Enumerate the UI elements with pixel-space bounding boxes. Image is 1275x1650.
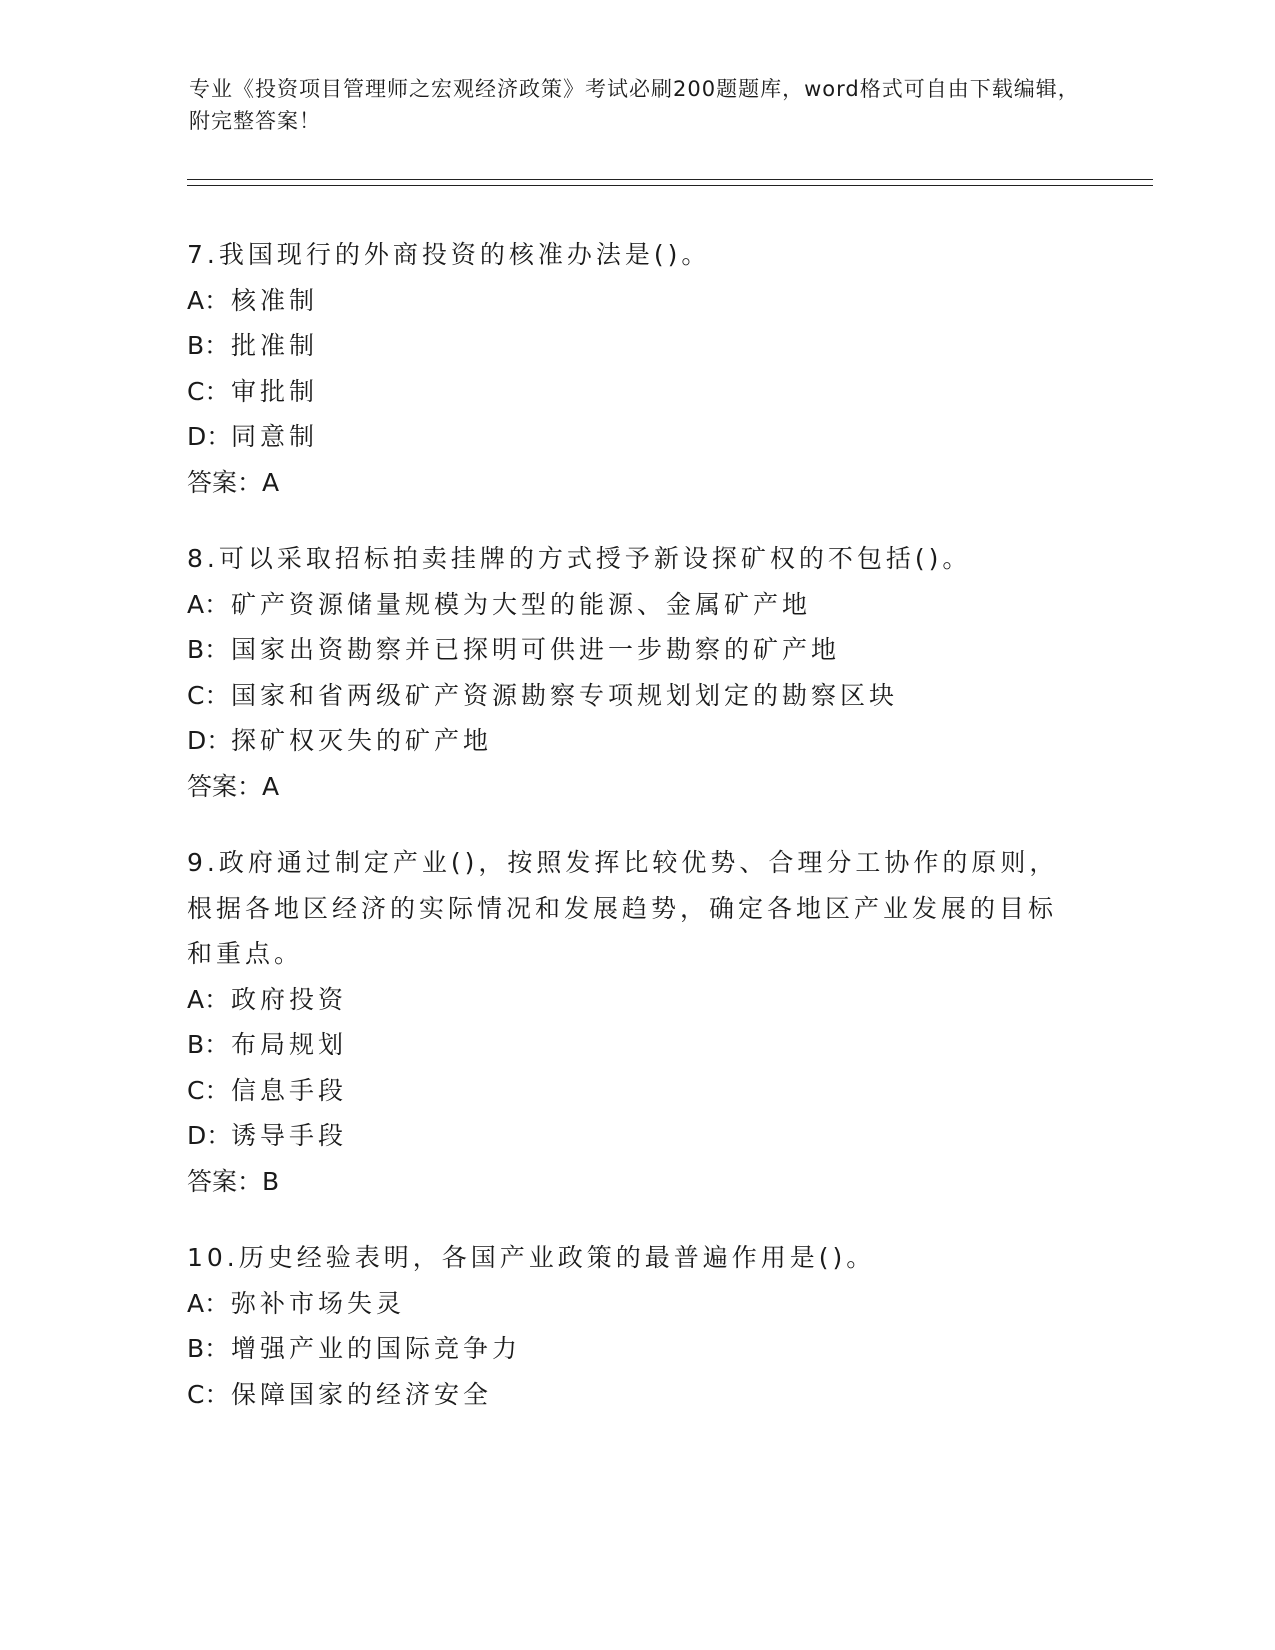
option-key: B： — [187, 331, 230, 360]
option-key: A： — [187, 1288, 230, 1318]
option-text: 国家和省两级矿产资源勘察专项规划划定的勘察区块 — [231, 680, 899, 710]
option-key: B： — [187, 1334, 230, 1363]
question-list — [187, 232, 1087, 1448]
option-b — [187, 627, 1087, 673]
question-10 — [187, 1235, 1087, 1417]
question-stem: 9.政府通过制定产业()，按照发挥比较优势、合理分工协作的原则，根据各地区经济的实际情况和发展趋势，确定各地区产业发展的目标和重点。 — [187, 848, 1059, 968]
option-d — [187, 718, 1087, 764]
option-text: 核准制 — [231, 285, 319, 315]
option-text: 增强产业的国际竞争力 — [231, 1334, 522, 1363]
option-key: A： — [187, 589, 230, 619]
option-a — [187, 1281, 1087, 1327]
option-key: D： — [187, 422, 232, 451]
option-text: 批准制 — [231, 331, 319, 360]
option-key: C： — [187, 1379, 230, 1409]
option-d — [187, 1113, 1087, 1159]
option-text: 弥补市场失灵 — [231, 1288, 406, 1318]
option-text: 矿产资源储量规模为大型的能源、金属矿产地 — [231, 589, 812, 619]
option-key: C： — [187, 376, 230, 406]
option-text: 国家出资勘察并已探明可供进一步勘察的矿产地 — [231, 635, 841, 664]
option-text: 政府投资 — [231, 984, 348, 1014]
question-stem: 8.可以采取招标拍卖挂牌的方式授予新设探矿权的不包括()。 — [187, 544, 972, 573]
question-7 — [187, 232, 1087, 505]
option-key: D： — [187, 726, 232, 755]
question-8 — [187, 536, 1087, 809]
option-key: B： — [187, 635, 230, 664]
question-stem: 10.历史经验表明，各国产业政策的最普遍作用是()。 — [187, 1243, 876, 1272]
option-a — [187, 278, 1087, 324]
option-c — [187, 1068, 1087, 1114]
answer-line: 答案：A — [187, 771, 280, 801]
option-text: 审批制 — [231, 376, 319, 406]
option-text: 同意制 — [231, 422, 319, 451]
option-a — [187, 977, 1087, 1023]
option-key: A： — [187, 285, 230, 315]
option-d — [187, 414, 1087, 460]
option-c — [187, 369, 1087, 415]
option-b — [187, 1022, 1087, 1068]
option-key: A： — [187, 984, 230, 1014]
answer-line: 答案：B — [187, 1166, 280, 1196]
document-header: 专业《投资项目管理师之宏观经济政策》考试必刷200题题库，word格式可自由下载编辑，附完整答案！ — [189, 77, 1080, 133]
header-divider-bottom — [187, 185, 1153, 186]
option-b — [187, 323, 1087, 369]
option-text: 保障国家的经济安全 — [231, 1379, 493, 1409]
question-stem: 7.我国现行的外商投资的核准办法是()。 — [187, 240, 711, 269]
option-key: D： — [187, 1121, 232, 1150]
question-9 — [187, 840, 1087, 1204]
option-key: B： — [187, 1030, 230, 1059]
header-divider-top — [187, 179, 1153, 180]
option-key: C： — [187, 1075, 230, 1105]
option-text: 探矿权灭失的矿产地 — [231, 726, 493, 755]
option-b — [187, 1326, 1087, 1372]
option-text: 信息手段 — [231, 1075, 348, 1105]
option-c — [187, 673, 1087, 719]
option-key: C： — [187, 680, 230, 710]
option-text: 诱导手段 — [231, 1121, 348, 1150]
option-text: 布局规划 — [231, 1030, 348, 1059]
answer-line: 答案：A — [187, 467, 280, 497]
option-a — [187, 582, 1087, 628]
option-c — [187, 1372, 1087, 1418]
